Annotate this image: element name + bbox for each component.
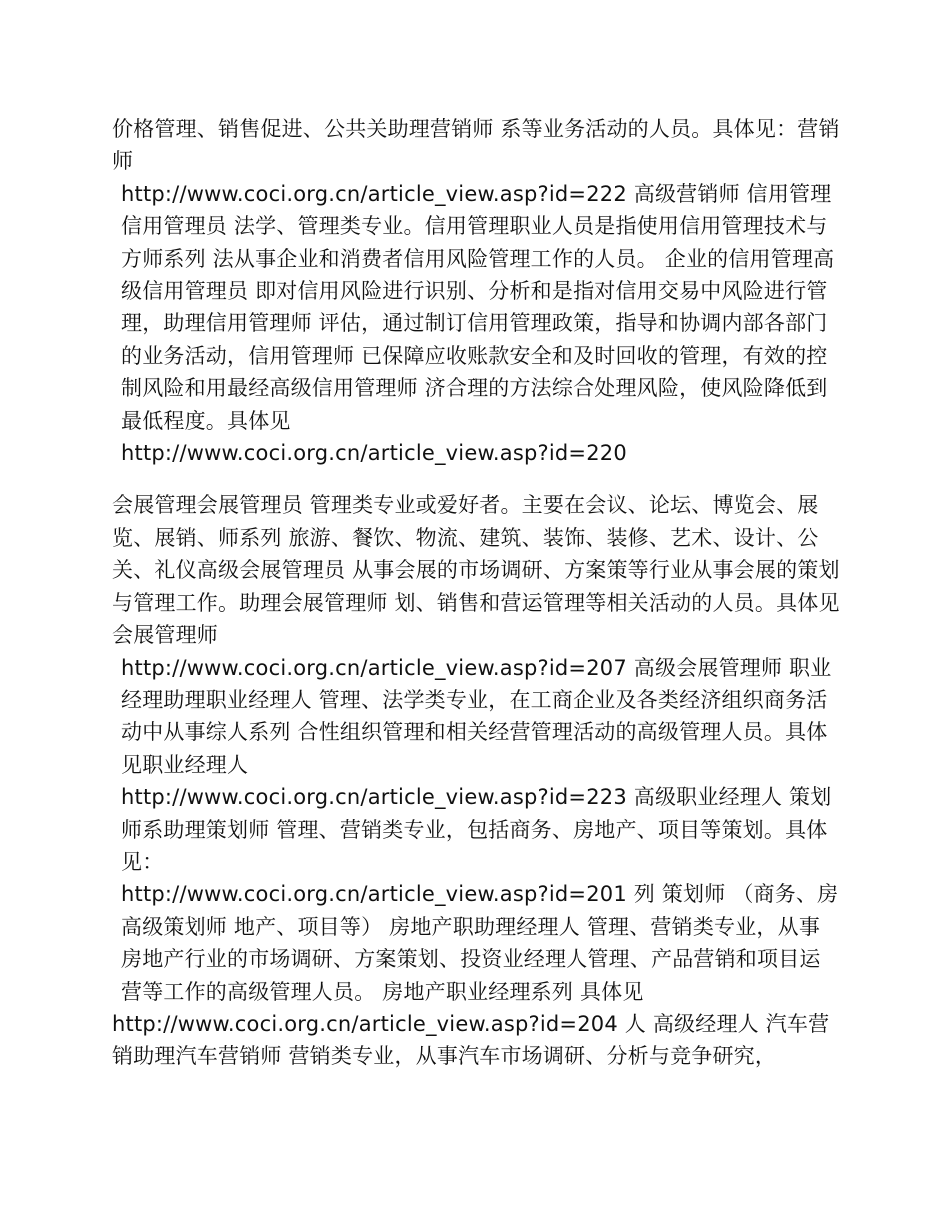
paragraph-automobile-marketing: http://www.coci.org.cn/article_view.asp?id=204 人 高级经理人 汽车营销助理汽车营销师 营销类专业，从事汽车市场调研、分析与竞争研究， [112,1011,830,1069]
paragraph-exhibition-management: 会展管理会展管理员 管理类专业或爱好者。主要在会议、论坛、博览会、展览、展销、师系列 旅游、餐饮、物流、建筑、装饰、装修、艺术、设计、公关、礼仪高级会展管理员 从事会展的市场调研、方案策等行业从事会展的策划与管理工作。助理会展管理师 划、销售和营运管理等相关活动的人员。具体见会展管理师 [112,493,840,648]
paragraph-credit-url: http://www.coci.org.cn/article_view.asp?id=220 [121,441,627,466]
document-body [112,113,840,1073]
paragraph-professional-manager: http://www.coci.org.cn/article_view.asp?id=207 高级会展管理师 职业经理助理职业经理人 管理、法学类专业，在工商企业及各类经济组织商务活动中从事综人系列 合性组织管理和相关经营管理活动的高级管理人员。具体见职业经理人 [121,655,832,777]
paragraph-credit-management: http://www.coci.org.cn/article_view.asp?id=222 高级营销师 信用管理信用管理员 法学、管理类专业。信用管理职业人员是指使用信用管理技术与方师系列 法从事企业和消费者信用风险管理工作的人员。 企业的信用管理高级信用管理员 即对信用风险进行识别、分析和是指对信用交易中风险进行管理，助理信用管理师 评估，通过制订信用管理政策，指导和协调内部各部门的业务活动，信用管理师 已保障应收账款安全和及时回收的管理，有效的控制风险和用最经高级信用管理师 济合理的方法综合处理风险，使风险降低到最低程度。具体见 [121,181,835,433]
paragraph-marketing-intro: 价格管理、销售促进、公共关助理营销师 系等业务活动的人员。具体见：营销师 [112,117,840,174]
paragraph-spacer [112,469,840,489]
paragraph-real-estate-manager: http://www.coci.org.cn/article_view.asp?id=201 列 策划师 （商务、房高级策划师 地产、项目等） 房地产职助理经理人 管理、营销类专业，从事房地产行业的市场调研、方案策划、投资业经理人管理、产品营销和项目运营等工作的高级管理人员。 房地产职业经理系列 具体见 [121,882,839,1004]
paragraph-planner: http://www.coci.org.cn/article_view.asp?id=223 高级职业经理人 策划师系助理策划师 管理、营销类专业，包括商务、房地产、项目等策划。具体见： [121,785,832,874]
